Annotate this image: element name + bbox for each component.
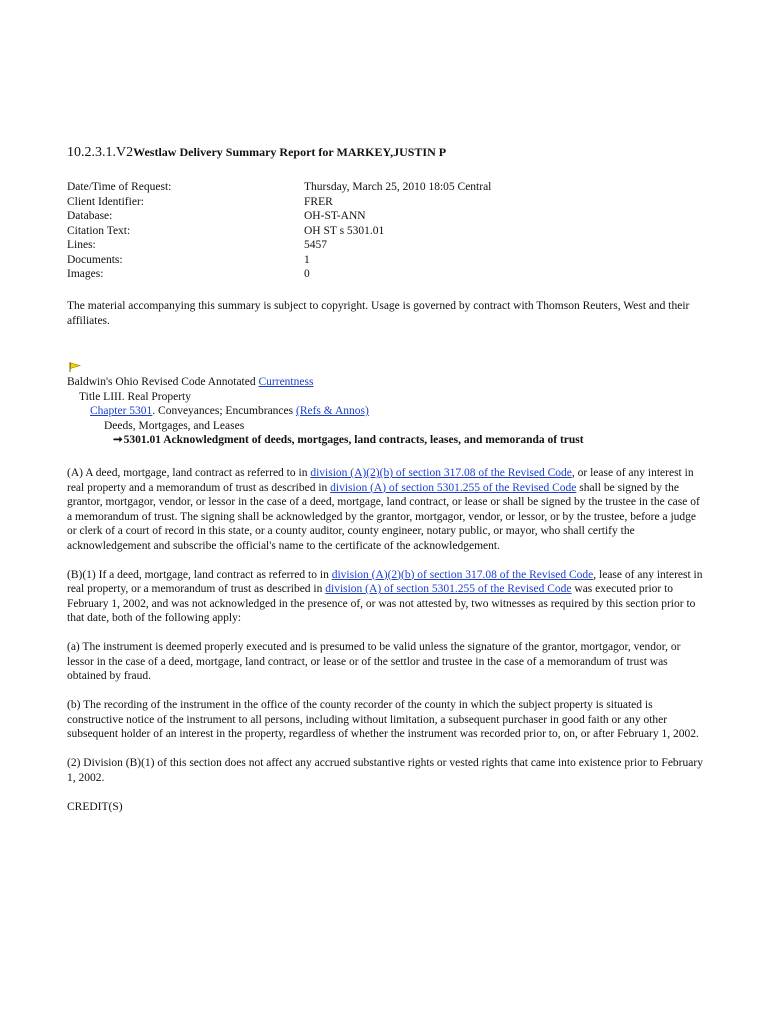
text-span: shall be signed by the grantor, mortgagor, vendor, or lessor in the case of a deed, mortgage, land contract, or lease or shall be signed by the trustee in the case of a memorandum of trust. The signing shall be acknowledged by the grantor, mortgagor, vendor, or lessor, or by the trustee, before a judge or clerk of a court of record in this state, or a county auditor, county engineer, notary public, or mayor, who shall certify the acknowledgement and subscribe the official's name to the certificate of the acknowledgement. — [67, 481, 700, 552]
section-317-08-link[interactable]: division (A)(2)(b) of section 317.08 of the Revised Code — [310, 467, 572, 479]
toc-title-line: Title LIII. Real Property — [79, 390, 192, 403]
currentness-link[interactable]: Currentness — [258, 376, 314, 388]
text-span: (B)(1) If a deed, mortgage, land contract as referred to in — [67, 568, 332, 581]
summary-row — [67, 195, 667, 210]
text-span: was executed prior to February 1, 2002, and was not acknowledged in the presence of, or was not attested by, two witnesses as required by this section prior to that date, both of the following apply: — [67, 583, 696, 624]
report-heading: Westlaw Delivery Summary Report for MARKEY,JUSTIN P — [133, 145, 447, 159]
arrow-icon: ➞ — [113, 434, 123, 446]
summary-value: 1 — [304, 253, 310, 266]
version-number: 10.2.3.1.V2 — [67, 145, 134, 160]
summary-label: Date/Time of Request: — [67, 181, 172, 193]
summary-row — [67, 267, 667, 282]
credits-heading: CREDIT(S) — [67, 800, 123, 813]
text-span: , lease of any interest in real property, or a memorandum of trust as described in — [67, 568, 703, 595]
summary-label: Database: — [67, 210, 113, 222]
section-heading-line — [67, 433, 707, 448]
text-span: (A) A deed, mortgage, land contract as referred to in — [67, 467, 311, 479]
summary-label: Documents: — [67, 253, 123, 266]
flag-icon[interactable] — [69, 362, 81, 372]
summary-value: 5457 — [304, 239, 327, 251]
summary-row — [67, 224, 667, 239]
report-title — [67, 145, 446, 161]
toc-subheading: Deeds, Mortgages, and Leases — [104, 419, 245, 432]
section-heading: 5301.01 Acknowledgment of deeds, mortgages, land contracts, leases, and memoranda of trust — [123, 434, 584, 446]
copyright-notice: The material accompanying this summary is subject to copyright. Usage is governed by contract with Thomson Reuters, West and their affiliates. — [67, 300, 690, 327]
summary-value: OH-ST-ANN — [304, 210, 366, 222]
paragraph-a — [67, 466, 707, 553]
section-317-08-link[interactable]: division (A)(2)(b) of section 317.08 of the Revised Code — [331, 568, 594, 581]
summary-row — [67, 253, 667, 268]
code-name: Baldwin's Ohio Revised Code Annotated — [67, 376, 259, 388]
summary-label: Images: — [67, 268, 104, 280]
section-5301-255-link[interactable]: division (A) of section 5301.255 of the Revised Code — [330, 481, 577, 494]
summary-label: Lines: — [67, 239, 96, 251]
paragraph-b1-b: (b) The recording of the instrument in the office of the county recorder of the county in which the subject property is situated is constructive notice of the instrument to all persons, including without limitation, a subsequent purchaser in good faith or any other subsequent holder of an interest in the property, regardless of whether the instrument was recorded prior to, on, or after February 1, 2002. — [67, 699, 699, 740]
refs-annos-link[interactable]: (Refs & Annos) — [295, 405, 369, 417]
paragraph-b1-a: (a) The instrument is deemed properly executed and is presumed to be valid unless the signature of the grantor, mortgagor, vendor, or lessor in the case of a deed, mortgage, land contract, or lease or of the settlor and trustee in the case of a memorandum of trust was obtained by fraud. — [67, 641, 681, 682]
chapter-link[interactable]: Chapter 5301 — [90, 405, 153, 417]
summary-row — [67, 180, 667, 195]
section-5301-255-link[interactable]: division (A) of section 5301.255 of the Revised Code — [325, 583, 572, 595]
summary-row — [67, 238, 667, 253]
summary-row — [67, 209, 667, 224]
toc-code-line — [67, 375, 707, 390]
table-of-contents — [67, 375, 707, 448]
summary-value: FRER — [304, 195, 333, 208]
chapter-description: . Conveyances; Encumbrances — [152, 405, 296, 417]
summary-label: Citation Text: — [67, 224, 131, 237]
paragraph-b1 — [67, 568, 707, 626]
delivery-summary-table — [67, 180, 667, 282]
toc-chapter-line — [67, 404, 707, 419]
text-span: , or lease of any interest in real property and a memorandum of trust as described in — [67, 467, 694, 494]
statute-body — [67, 466, 707, 829]
summary-value: 0 — [304, 268, 310, 280]
summary-label: Client Identifier: — [67, 195, 144, 208]
paragraph-b2: (2) Division (B)(1) of this section does not affect any accrued substantive rights or vested rights that came into existence prior to February 1, 2002. — [67, 757, 703, 784]
summary-value: OH ST s 5301.01 — [304, 224, 385, 237]
summary-value: Thursday, March 25, 2010 18:05 Central — [304, 181, 492, 193]
